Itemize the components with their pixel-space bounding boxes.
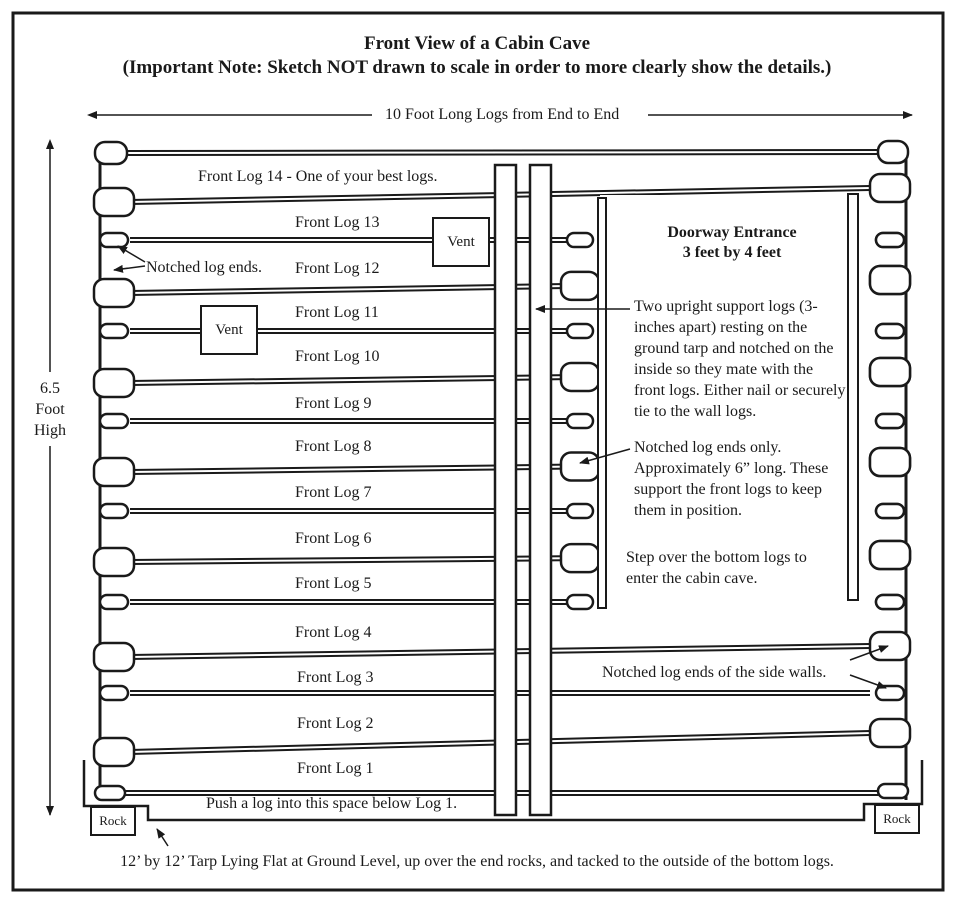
- front-log-8-end-left: [94, 458, 134, 486]
- front-log-10-label: Front Log 10: [295, 348, 380, 365]
- front-log-2-end-left: [94, 738, 134, 766]
- front-log-12-door-stub: [561, 272, 599, 300]
- vent-box-lower: Vent: [200, 305, 258, 355]
- height-line-1: 6.5: [40, 380, 60, 397]
- front-log-2-end-right: [870, 719, 910, 747]
- front-log-7-end-left: [100, 504, 128, 518]
- front-log-5-door-stub: [567, 595, 593, 609]
- front-log-14-label: Front Log 14 - One of your best logs.: [198, 168, 438, 185]
- push-log-note: Push a log into this space below Log 1.: [206, 795, 458, 812]
- notched-ends-arrow-2: [114, 266, 145, 270]
- right-door-stub-4: [876, 414, 904, 428]
- doorway-title: Doorway Entrance: [667, 224, 797, 241]
- front-log-11-door-stub: [567, 324, 593, 338]
- front-log-14-end-right: [870, 174, 910, 202]
- front-log-6-door-stub: [561, 544, 599, 572]
- notched-log-ends-label: Notched log ends.: [146, 259, 262, 276]
- front-log-4-end-left: [94, 643, 134, 671]
- front-log-3-label: Front Log 3: [297, 669, 374, 686]
- front-log-8-label: Front Log 8: [295, 438, 372, 455]
- front-log-9-label: Front Log 9: [295, 395, 372, 412]
- front-log-7-label: Front Log 7: [295, 484, 372, 501]
- front-log-7-door-stub: [567, 504, 593, 518]
- front-log-5-label: Front Log 5: [295, 575, 372, 592]
- width-dimension-label: 10 Foot Long Logs from End to End: [381, 104, 623, 125]
- doorway-size: 3 feet by 4 feet: [682, 244, 782, 261]
- upright-support-log-left: [495, 165, 516, 815]
- height-line-3: High: [34, 422, 66, 439]
- front-log-12-end-left: [94, 279, 134, 307]
- front-log-3-end-left: [100, 686, 128, 700]
- tarp-note: 12’ by 12’ Tarp Lying Flat at Ground Level, up over the end rocks, and tacked to the outside of the bottom logs.: [120, 853, 834, 870]
- right-door-stub-2: [876, 324, 904, 338]
- right-door-stub-1: [870, 266, 910, 294]
- front-log-11-end-left: [100, 324, 128, 338]
- right-door-stub-0: [876, 233, 904, 247]
- page-subtitle: (Important Note: Sketch NOT drawn to scale in order to more clearly show the details.): [122, 57, 832, 78]
- front-log-5-end-left: [100, 595, 128, 609]
- front-log-11-label: Front Log 11: [295, 304, 379, 321]
- front-log-3-end-right: [876, 686, 904, 700]
- front-log-1-end-left: [95, 786, 125, 800]
- right-door-stub-6: [876, 504, 904, 518]
- side-walls-note: Notched log ends of the side walls.: [602, 664, 827, 681]
- right-door-stub-8: [876, 595, 904, 609]
- notched-only-note: Notched log ends only. Approximately 6” long. These support the front logs to keep them in position.: [634, 439, 829, 519]
- vent-box-upper: Vent: [432, 217, 490, 267]
- front-log-1-end-right: [878, 784, 908, 798]
- front-log-9-end-left: [100, 414, 128, 428]
- front-log-13-end-left: [100, 233, 128, 247]
- notched-ends-arrow-1: [118, 246, 145, 262]
- front-log-8-door-stub: [561, 453, 599, 481]
- front-log-13-door-stub: [567, 233, 593, 247]
- height-line-2: Foot: [35, 401, 65, 418]
- side-walls-arrow-2: [850, 675, 886, 688]
- upright-support-log-right: [530, 165, 551, 815]
- rock-left: Rock: [90, 806, 136, 836]
- door-frame-left: [598, 198, 606, 608]
- front-log-10-end-left: [94, 369, 134, 397]
- front-log-12-label: Front Log 12: [295, 260, 380, 277]
- right-door-stub-7: [870, 541, 910, 569]
- top-log-end-right: [878, 141, 908, 163]
- right-door-stub-5: [870, 448, 910, 476]
- front-log-2-label: Front Log 2: [297, 715, 374, 732]
- tarp-arrow: [157, 829, 168, 846]
- front-log-14-end-left: [94, 188, 134, 216]
- front-log-6-end-left: [94, 548, 134, 576]
- front-log-13-label: Front Log 13: [295, 214, 380, 231]
- step-over-note: Step over the bottom logs to enter the cabin cave.: [626, 549, 807, 587]
- front-log-10-door-stub: [561, 363, 599, 391]
- front-log-4-label: Front Log 4: [295, 624, 372, 641]
- right-door-stub-3: [870, 358, 910, 386]
- support-logs-note: Two upright support logs (3-inches apart) resting on the ground tarp and notched on the inside so they mate with the front logs. Either nail or securely tie to the wall logs.: [634, 298, 846, 420]
- page-title: Front View of a Cabin Cave: [363, 33, 591, 54]
- top-log-end-left: [95, 142, 127, 164]
- front-log-4-end-right: [870, 632, 910, 660]
- front-log-6-label: Front Log 6: [295, 530, 372, 547]
- front-log-9-door-stub: [567, 414, 593, 428]
- rock-right: Rock: [874, 804, 920, 834]
- height-dimension-label: [22, 378, 78, 441]
- front-log-1-label: Front Log 1: [297, 760, 374, 777]
- top-log-inner: [112, 152, 894, 153]
